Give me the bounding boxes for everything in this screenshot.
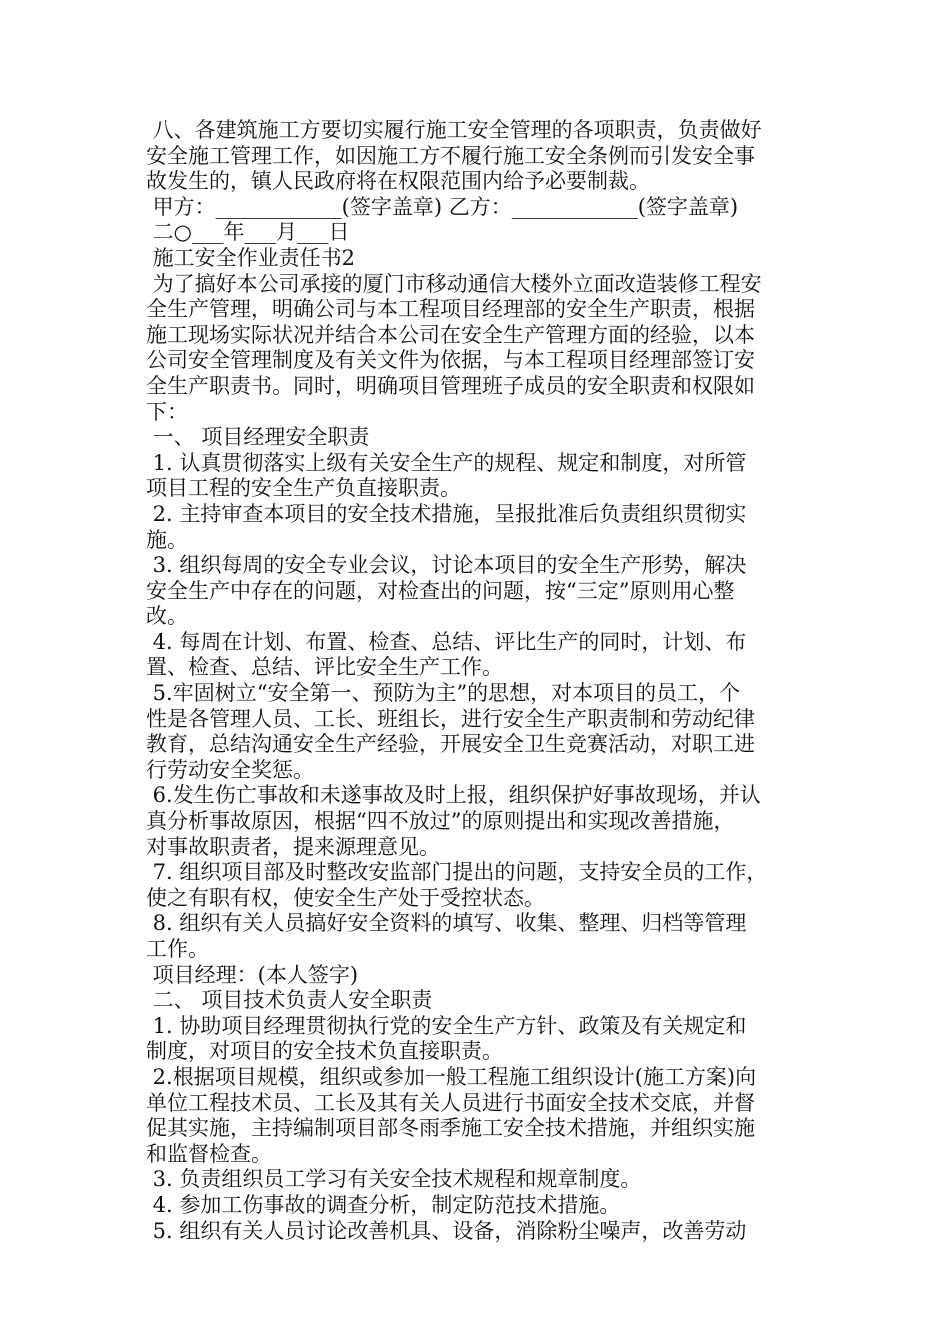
text-line: 5. 组织有关人员讨论改善机具、设备，消除粉尘噪声，改善劳动: [146, 1218, 747, 1243]
text-line: 故发生的，镇人民政府将在权限范围内给予必要制裁。: [146, 169, 650, 194]
text-line: 制度，对项目的安全技术负直接职责。: [146, 1039, 503, 1064]
text-line: 改。: [146, 604, 188, 629]
text-line: 3. 负责组织员工学习有关安全技术规程和规章制度。: [146, 1167, 642, 1192]
text-line: 7. 组织项目部及时整改安监部门提出的问题，支持安全员的工作，: [146, 860, 768, 885]
text-line: 置、检查、总结、评比安全生产工作。: [146, 655, 503, 680]
text-line: 6.发生伤亡事故和未遂事故及时上报，组织保护好事故现场，并认: [146, 783, 761, 808]
text-line: 下：: [146, 399, 188, 424]
text-line: 1. 协助项目经理贯彻执行党的安全生产方针、政策及有关规定和: [146, 1013, 747, 1038]
text-line: 真分析事故原因，根据“四不放过”的原则提出和实现改善措施，: [146, 809, 735, 834]
text-line: 4. 参加工伤事故的调查分析，制定防范技术措施。: [146, 1192, 621, 1217]
text-line: 对事故职责者，提来源理意见。: [146, 834, 440, 859]
document-body: [146, 118, 816, 1244]
section-heading: 二、 项目技术负责人安全职责: [146, 988, 433, 1013]
text-line: 为了搞好本公司承接的厦门市移动通信大楼外立面改造装修工程安: [146, 271, 762, 296]
text-line: 1. 认真贯彻落实上级有关安全生产的规程、规定和制度，对所管: [146, 450, 747, 475]
text-line: 安全生产中存在的问题，对检查出的问题，按“三定”原则用心整: [146, 578, 735, 603]
text-line: 5.牢固树立“安全第一、预防为主”的思想，对本项目的员工，个: [146, 681, 741, 706]
text-line: 单位工程技术员、工长及其有关人员进行书面安全技术交底，并督: [146, 1090, 755, 1115]
text-line: 性是各管理人员、工长、班组长，进行安全生产职责制和劳动纪律: [146, 706, 755, 731]
section-heading: 一、 项目经理安全职责: [146, 425, 370, 450]
section-title: 施工安全作业责任书2: [146, 245, 356, 270]
text-line: 项目工程的安全生产负直接职责。: [146, 476, 461, 501]
text-line: 8. 组织有关人员搞好安全资料的填写、收集、整理、归档等管理: [146, 911, 747, 936]
text-line: 2.根据项目规模，组织或参加一般工程施工组织设计(施工方案)向: [146, 1064, 757, 1089]
text-line: 全生产职责书。同时，明确项目管理班子成员的安全职责和权限如: [146, 373, 755, 398]
text-line: 4. 每周在计划、布置、检查、总结、评比生产的同时，计划、布: [146, 629, 747, 654]
text-line: 使之有职有权，使安全生产处于受控状态。: [146, 885, 545, 910]
text-line: 2. 主持审查本项目的安全技术措施，呈报批准后负责组织贯彻实: [146, 501, 747, 526]
date-line: 二○___年___月___日: [146, 220, 350, 245]
text-line: 教育，总结沟通安全生产经验，开展安全卫生竞赛活动，对职工进: [146, 732, 755, 757]
text-line: 3. 组织每周的安全专业会议，讨论本项目的安全生产形势，解决: [146, 553, 747, 578]
text-line: 公司安全管理制度及有关文件为依据，与本工程项目经理部签订安: [146, 348, 755, 373]
text-line: 施工现场实际状况并结合本公司在安全生产管理方面的经验，以本: [146, 322, 755, 347]
text-line: 全生产管理，明确公司与本工程项目经理部的安全生产职责，根据: [146, 297, 755, 322]
signature-line: 甲方：____________(签字盖章) 乙方：____________(签字盖章): [146, 194, 739, 219]
text-line: 八、各建筑施工方要切实履行施工安全管理的各项职责，负责做好: [146, 118, 762, 142]
text-line: 和监督检查。: [146, 1141, 272, 1166]
text-line: 行劳动安全奖惩。: [146, 757, 314, 782]
text-line: 促其实施，主持编制项目部冬雨季施工安全技术措施，并组织实施: [146, 1116, 755, 1141]
text-line: 安全施工管理工作，如因施工方不履行施工安全条例而引发安全事: [146, 143, 755, 168]
text-line: 施。: [146, 527, 188, 552]
text-line: 工作。: [146, 937, 209, 961]
signature-line: 项目经理：(本人签字): [146, 962, 359, 987]
